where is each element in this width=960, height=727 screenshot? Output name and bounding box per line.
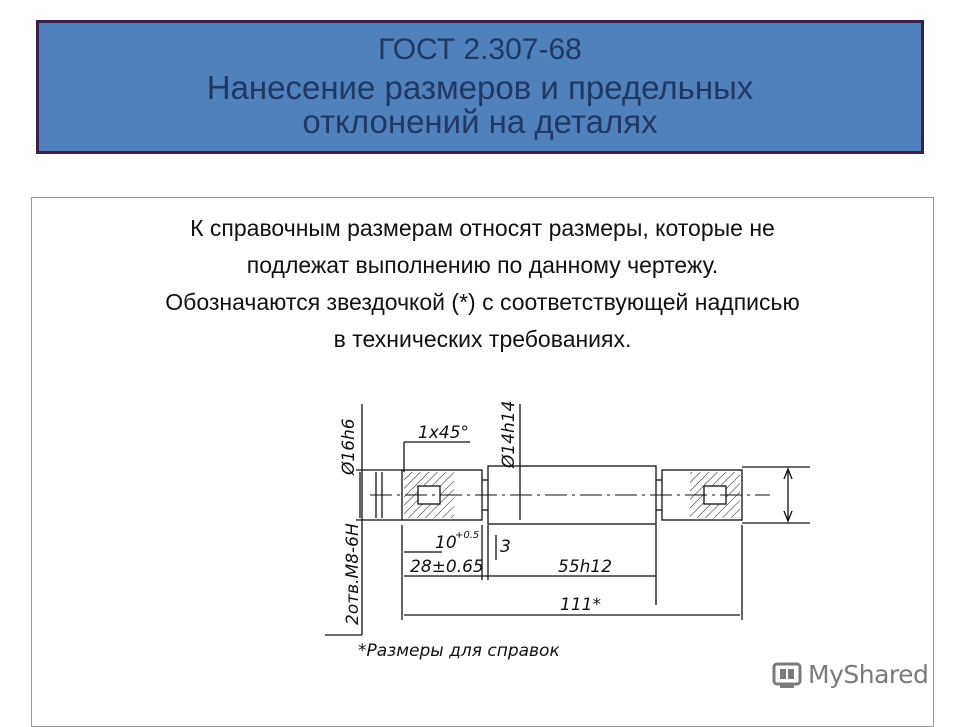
title-banner [36,20,924,154]
dim-28: 28±0.65 [410,557,484,577]
description-line-2: подлежат выполнению по данному чертежу. [246,252,719,278]
description-line-3: Обозначаются звездочкой (*) с соответствующей надписью [165,289,800,315]
dim-thread: 2отв.M8-6H [343,523,363,625]
dim-diameter-14: Ø14h14 [499,400,519,468]
dim-diameter-16: Ø16h6 [339,418,359,475]
dim-55: 55h12 [558,557,613,577]
description-paragraph [32,210,933,358]
dim-3: 3 [500,537,511,557]
watermark-logo-icon [770,658,806,692]
reference-note: *Размеры для справок [358,641,560,661]
dim-10: 10 [435,533,457,553]
watermark-text: MyShared [808,660,929,689]
shaft-technical-drawing [300,380,830,670]
dim-chamfer: 1x45° [418,423,470,443]
description-line-1: К справочным размерам относят размеры, которые не [190,215,775,241]
myshared-watermark [766,654,929,694]
title-subject-line1: Нанесение размеров и предельных [206,69,754,106]
dim-10-tolerance: +0.5 [455,530,480,541]
title-subject-line2: отклонений на деталях [302,103,658,140]
description-line-4: в технических требованиях. [333,326,632,352]
dim-111: 111* [560,595,601,615]
title-standard-number: ГОСТ 2.307-68 [378,33,582,66]
